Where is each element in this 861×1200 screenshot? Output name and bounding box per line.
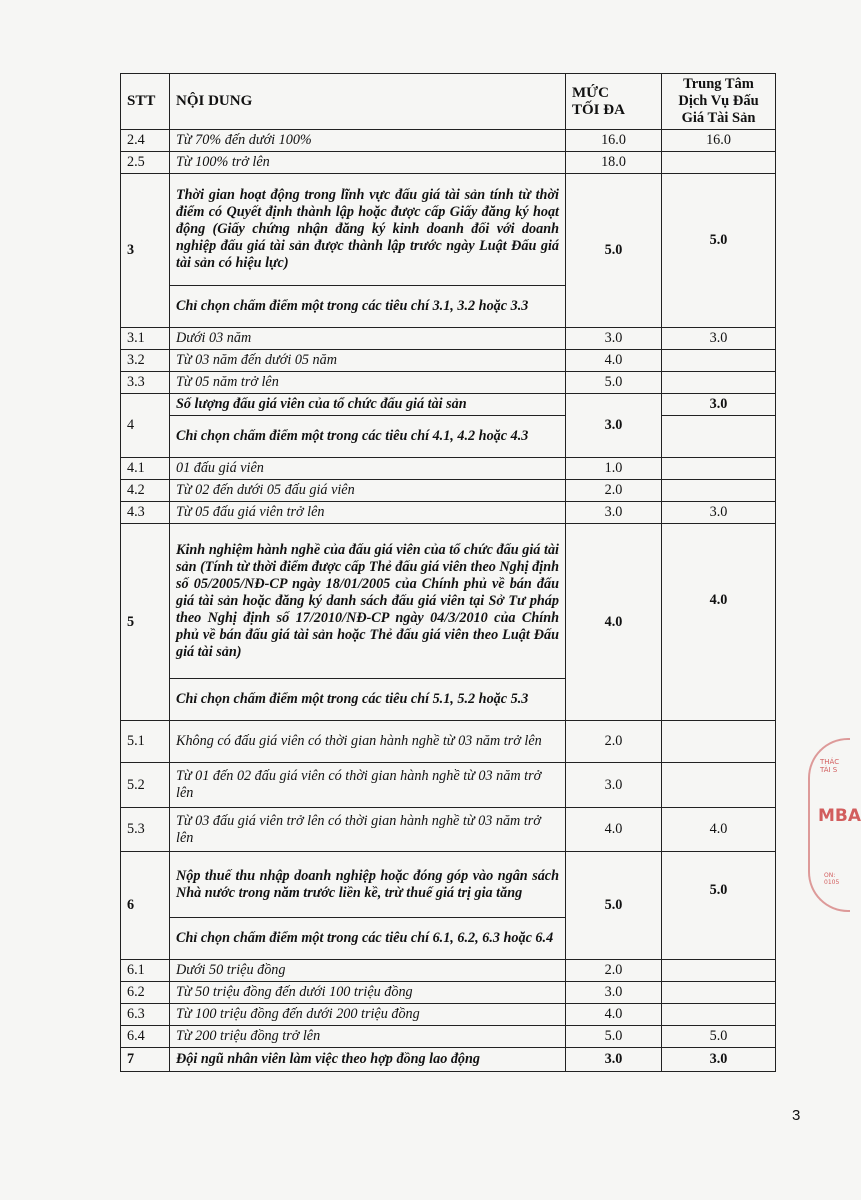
row-score: 5.0 bbox=[662, 174, 776, 328]
row-score: 5.0 bbox=[662, 1026, 776, 1048]
row-stt: 4.1 bbox=[121, 458, 170, 480]
stamp-text-main: MBA bbox=[818, 806, 861, 826]
row-score: 5.0 bbox=[662, 852, 776, 960]
row-stt: 6.1 bbox=[121, 960, 170, 982]
row-stt: 3 bbox=[121, 174, 170, 328]
row-text: Nộp thuế thu nhập doanh nghiệp hoặc đóng góp vào ngân sách Nhà nước trong năm trước liền kề, trừ thuế giá trị gia tăng bbox=[170, 852, 566, 918]
header-noi-dung: NỘI DUNG bbox=[170, 74, 566, 130]
row-stt: 4 bbox=[121, 394, 170, 458]
row-max: 5.0 bbox=[566, 174, 662, 328]
row-text: Từ 03 năm đến dưới 05 năm bbox=[170, 350, 566, 372]
row-note: Chỉ chọn chấm điểm một trong các tiêu chí 4.1, 4.2 hoặc 4.3 bbox=[170, 416, 566, 458]
stamp-text-code: ON: 0105 bbox=[824, 872, 840, 886]
row-stt: 3.1 bbox=[121, 328, 170, 350]
table-row bbox=[121, 416, 776, 458]
row-text: Từ 100 triệu đồng đến dưới 200 triệu đồng bbox=[170, 1004, 566, 1026]
row-max: 4.0 bbox=[566, 1004, 662, 1026]
row-max: 3.0 bbox=[566, 1048, 662, 1072]
row-stt: 4.3 bbox=[121, 502, 170, 524]
table-row bbox=[121, 808, 776, 852]
table-row bbox=[121, 152, 776, 174]
page-number: 3 bbox=[792, 1107, 801, 1124]
row-stt: 4.2 bbox=[121, 480, 170, 502]
row-text: Từ 50 triệu đồng đến dưới 100 triệu đồng bbox=[170, 982, 566, 1004]
row-text: 01 đấu giá viên bbox=[170, 458, 566, 480]
row-max: 3.0 bbox=[566, 328, 662, 350]
header-trung-tam: Trung Tâm Dịch Vụ Đấu Giá Tài Sản bbox=[662, 74, 776, 130]
table-row bbox=[121, 763, 776, 808]
table-row bbox=[121, 174, 776, 286]
row-stt: 3.2 bbox=[121, 350, 170, 372]
row-max: 2.0 bbox=[566, 721, 662, 763]
table-row bbox=[121, 480, 776, 502]
row-score: 3.0 bbox=[662, 1048, 776, 1072]
row-score: 3.0 bbox=[662, 394, 776, 416]
table-row bbox=[121, 130, 776, 152]
table-row bbox=[121, 502, 776, 524]
row-max: 4.0 bbox=[566, 808, 662, 852]
row-score: 3.0 bbox=[662, 328, 776, 350]
row-text: Từ 03 đấu giá viên trở lên có thời gian hành nghề từ 03 năm trở lên bbox=[170, 808, 566, 852]
company-stamp bbox=[808, 738, 861, 912]
row-note: Chỉ chọn chấm điểm một trong các tiêu chí 3.1, 3.2 hoặc 3.3 bbox=[170, 286, 566, 328]
row-max: 3.0 bbox=[566, 982, 662, 1004]
table-row bbox=[121, 458, 776, 480]
row-score bbox=[662, 982, 776, 1004]
row-score: 16.0 bbox=[662, 130, 776, 152]
table-row bbox=[121, 524, 776, 679]
row-stt: 5.1 bbox=[121, 721, 170, 763]
row-text: Từ 01 đến 02 đấu giá viên có thời gian hành nghề từ 03 năm trở lên bbox=[170, 763, 566, 808]
criteria-score-table bbox=[120, 73, 776, 1072]
row-stt: 6.4 bbox=[121, 1026, 170, 1048]
row-max: 5.0 bbox=[566, 372, 662, 394]
row-text: Không có đấu giá viên có thời gian hành nghề từ 03 năm trở lên bbox=[170, 721, 566, 763]
row-score: 4.0 bbox=[662, 524, 776, 721]
header-stt: STT bbox=[121, 74, 170, 130]
row-score: 3.0 bbox=[662, 502, 776, 524]
row-stt: 5 bbox=[121, 524, 170, 721]
table-row bbox=[121, 328, 776, 350]
row-max: 3.0 bbox=[566, 502, 662, 524]
table-header-row bbox=[121, 74, 776, 130]
row-score bbox=[662, 480, 776, 502]
row-max: 2.0 bbox=[566, 480, 662, 502]
row-text: Dưới 50 triệu đồng bbox=[170, 960, 566, 982]
table-row bbox=[121, 721, 776, 763]
row-max: 3.0 bbox=[566, 763, 662, 808]
row-score bbox=[662, 152, 776, 174]
row-score-empty bbox=[662, 416, 776, 458]
table-row bbox=[121, 960, 776, 982]
table-row bbox=[121, 350, 776, 372]
row-score bbox=[662, 721, 776, 763]
row-text: Từ 70% đến dưới 100% bbox=[170, 130, 566, 152]
row-text: Đội ngũ nhân viên làm việc theo hợp đồng lao động bbox=[170, 1048, 566, 1072]
stamp-text-top: THÁC TÀI S bbox=[820, 758, 840, 774]
row-stt: 3.3 bbox=[121, 372, 170, 394]
row-max: 16.0 bbox=[566, 130, 662, 152]
table-row bbox=[121, 852, 776, 918]
row-text: Từ 02 đến dưới 05 đấu giá viên bbox=[170, 480, 566, 502]
row-stt: 6.3 bbox=[121, 1004, 170, 1026]
row-text: Dưới 03 năm bbox=[170, 328, 566, 350]
row-score bbox=[662, 458, 776, 480]
row-text: Từ 05 đấu giá viên trở lên bbox=[170, 502, 566, 524]
row-note: Chỉ chọn chấm điểm một trong các tiêu chí 5.1, 5.2 hoặc 5.3 bbox=[170, 679, 566, 721]
table-row bbox=[121, 1048, 776, 1072]
row-max: 5.0 bbox=[566, 1026, 662, 1048]
row-max: 1.0 bbox=[566, 458, 662, 480]
row-max: 2.0 bbox=[566, 960, 662, 982]
table-row bbox=[121, 394, 776, 416]
row-max: 3.0 bbox=[566, 394, 662, 458]
row-text: Số lượng đấu giá viên của tổ chức đấu giá tài sản bbox=[170, 394, 566, 416]
table-row bbox=[121, 372, 776, 394]
row-score bbox=[662, 1004, 776, 1026]
row-stt: 2.5 bbox=[121, 152, 170, 174]
row-score bbox=[662, 960, 776, 982]
row-max: 5.0 bbox=[566, 852, 662, 960]
row-stt: 5.2 bbox=[121, 763, 170, 808]
row-note: Chỉ chọn chấm điểm một trong các tiêu chí 6.1, 6.2, 6.3 hoặc 6.4 bbox=[170, 918, 566, 960]
row-stt: 2.4 bbox=[121, 130, 170, 152]
row-text: Từ 100% trở lên bbox=[170, 152, 566, 174]
table-row bbox=[121, 1026, 776, 1048]
row-score bbox=[662, 763, 776, 808]
header-muc-toi-da: MỨC TỐI ĐA bbox=[566, 74, 662, 130]
row-max: 4.0 bbox=[566, 350, 662, 372]
row-stt: 7 bbox=[121, 1048, 170, 1072]
row-stt: 5.3 bbox=[121, 808, 170, 852]
row-text: Thời gian hoạt động trong lĩnh vực đấu giá tài sản tính từ thời điểm có Quyết định thành lập hoặc được cấp Giấy đăng ký hoạt động (Giấy chứng nhận đăng ký kinh doanh đối với doanh nghiệp đấu giá tài sản được thành lập trước ngày Luật Đấu giá tài sản có hiệu lực) bbox=[170, 174, 566, 286]
row-score bbox=[662, 350, 776, 372]
row-score: 4.0 bbox=[662, 808, 776, 852]
table-row bbox=[121, 982, 776, 1004]
row-text: Kinh nghiệm hành nghề của đấu giá viên của tổ chức đấu giá tài sản (Tính từ thời điểm được cấp Thẻ đấu giá viên theo Nghị định số 05/2005/NĐ-CP ngày 18/01/2005 của Chính phủ về bán đấu giá tài sản hoặc đăng ký danh sách đấu giá viên tại Sở Tư pháp theo Nghị định số 17/2010/NĐ-CP ngày 04/3/2010 của Chính phủ về bán đấu giá tài sản hoặc Thẻ đấu giá viên theo Luật Đấu giá tài sản) bbox=[170, 524, 566, 679]
row-text: Từ 200 triệu đồng trở lên bbox=[170, 1026, 566, 1048]
row-score bbox=[662, 372, 776, 394]
row-stt: 6.2 bbox=[121, 982, 170, 1004]
row-text: Từ 05 năm trở lên bbox=[170, 372, 566, 394]
row-max: 4.0 bbox=[566, 524, 662, 721]
row-stt: 6 bbox=[121, 852, 170, 960]
table-row bbox=[121, 1004, 776, 1026]
row-max: 18.0 bbox=[566, 152, 662, 174]
